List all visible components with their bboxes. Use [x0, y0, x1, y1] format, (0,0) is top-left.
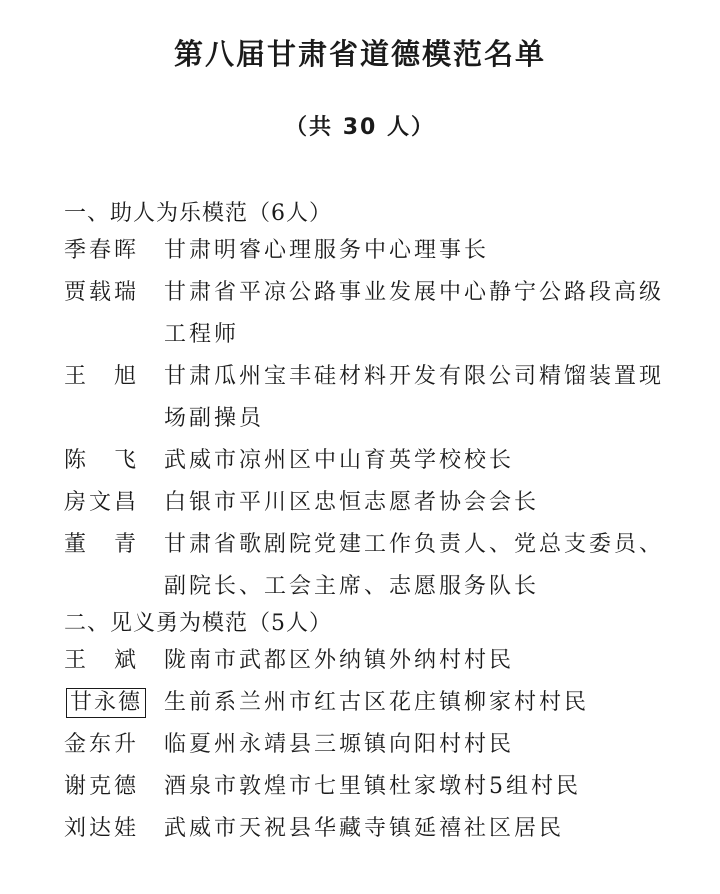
- list-item: [64, 524, 684, 608]
- section-helping-others: [64, 198, 684, 608]
- person-role: 酒泉市敦煌市七里镇杜家墩村5组村民: [164, 774, 581, 799]
- person-name-boxed: [64, 682, 164, 724]
- document-title: 第八届甘肃省道德模范名单: [173, 37, 546, 71]
- person-name: 董 青: [64, 532, 140, 557]
- section-heading: 一、助人为乐模范（6人）: [64, 201, 332, 226]
- person-name: 房文昌: [64, 490, 140, 515]
- person-role: 白银市平川区忠恒志愿者协会会长: [164, 490, 540, 515]
- person-role: 武威市天祝县华藏寺镇延禧社区居民: [164, 816, 565, 841]
- list-item: [64, 808, 684, 850]
- person-role: 甘肃省平凉公路事业发展中心静宁公路段高级工程师: [164, 280, 665, 347]
- name-box: 甘永德: [66, 688, 146, 718]
- person-name: 金东升: [64, 732, 140, 757]
- person-role: 甘肃省歌剧院党建工作负责人、党总支委员、副院长、工会主席、志愿服务队长: [164, 532, 665, 599]
- list-item: [64, 482, 684, 524]
- list-item: [64, 230, 684, 272]
- person-role: 临夏州永靖县三塬镇向阳村村民: [164, 732, 515, 757]
- list-item: [64, 682, 684, 724]
- person-role: 陇南市武都区外纳镇外纳村村民: [164, 648, 515, 673]
- person-role: 甘肃明睿心理服务中心理事长: [164, 238, 490, 263]
- list-item: [64, 766, 684, 808]
- list-item: [64, 356, 684, 440]
- person-name: 刘达娃: [64, 816, 140, 841]
- person-name: 贾载瑞: [64, 280, 140, 305]
- person-name: 季春晖: [64, 238, 140, 263]
- section-bravery: [64, 608, 684, 850]
- list-item: [64, 440, 684, 482]
- person-role: 武威市凉州区中山育英学校校长: [164, 448, 515, 473]
- list-item: [64, 724, 684, 766]
- person-name: 陈 飞: [64, 448, 140, 473]
- person-role: 甘肃瓜州宝丰硅材料开发有限公司精馏装置现场副操员: [164, 364, 665, 431]
- roster: [64, 198, 684, 850]
- document-subtitle: （共 30 人）: [285, 115, 435, 140]
- person-name: 王 旭: [64, 364, 140, 389]
- person-role: 生前系兰州市红古区花庄镇柳家村村民: [164, 690, 590, 715]
- section-heading: 二、见义勇为模范（5人）: [64, 611, 332, 636]
- list-item: [64, 272, 684, 356]
- list-item: [64, 640, 684, 682]
- person-name: 王 斌: [64, 648, 140, 673]
- person-name: 谢克德: [64, 774, 140, 799]
